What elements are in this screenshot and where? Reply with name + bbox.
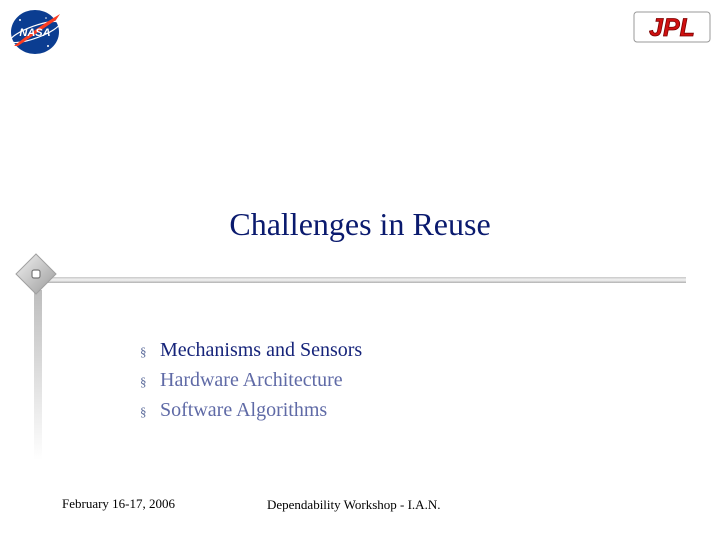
horizontal-rule: [46, 270, 686, 276]
list-item: [140, 396, 362, 426]
bullet-text: Hardware Architecture: [160, 369, 343, 391]
bullet-marker: §: [140, 344, 147, 359]
diamond-ornament-icon: [14, 252, 58, 296]
bullet-text: Software Algorithms: [160, 399, 328, 421]
bullet-list: [140, 336, 362, 426]
footer-date: February 16-17, 2006: [62, 496, 176, 511]
nasa-logo: [6, 6, 64, 58]
vertical-rule: [34, 290, 42, 460]
list-item: [140, 366, 362, 396]
jpl-logo: [632, 10, 712, 44]
jpl-logo-text: JPL: [649, 14, 695, 42]
bullet-marker: §: [140, 404, 147, 419]
bullet-text: Mechanisms and Sensors: [160, 339, 363, 361]
nasa-logo-text: NASA: [19, 27, 51, 39]
footer-event: Dependability Workshop - I.A.N.: [267, 497, 441, 512]
slide-title-text: Challenges in Reuse: [229, 206, 491, 242]
list-item: [140, 336, 362, 366]
slide-title: [0, 206, 720, 243]
bullet-marker: §: [140, 374, 147, 389]
